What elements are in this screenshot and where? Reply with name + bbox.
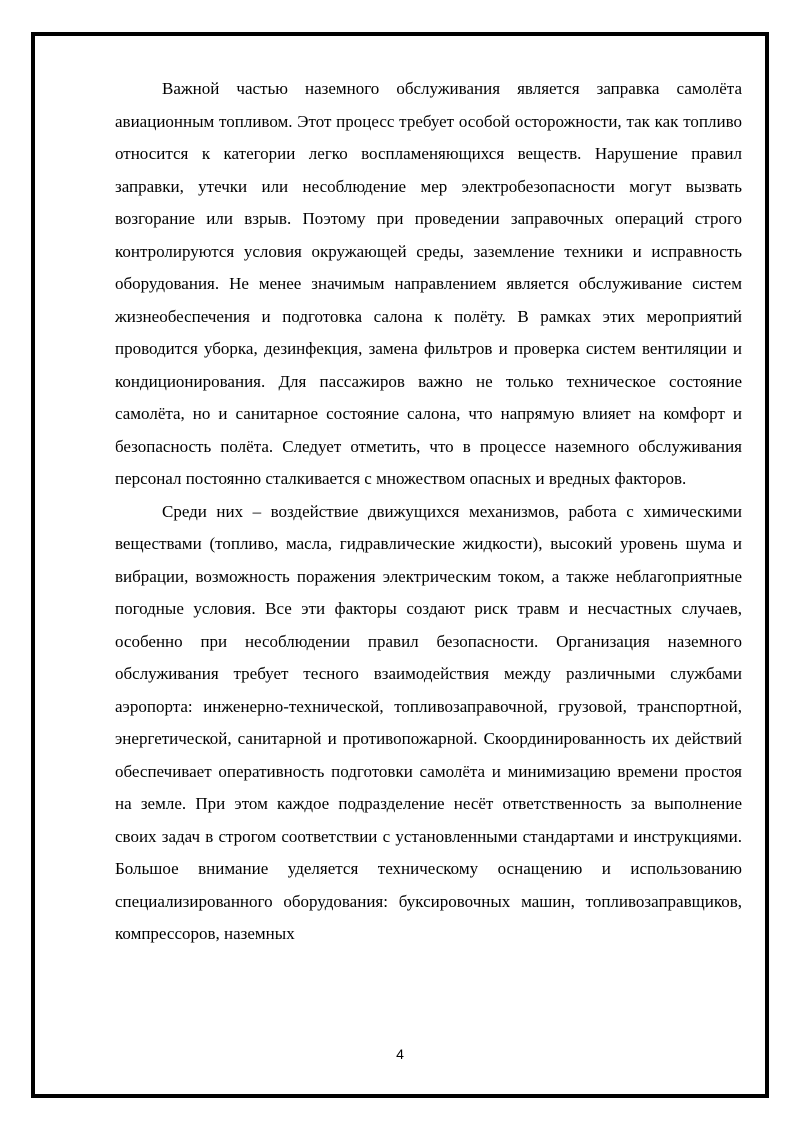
body-text xyxy=(115,73,742,951)
page-number: 4 xyxy=(396,1046,404,1062)
paragraph-2: Среди них – воздействие движущихся механизмов, работа с химическими веществами (топливо, масла, гидравлические жидкости), высокий уровень шума и вибрации, возможность поражения электрическим током, а также неблагоприятные погодные условия. Все эти факторы создают риск травм и несчастных случаев, особенно при несоблюдении правил безопасности. Организация наземного обслуживания требует тесного взаимодействия между различными службами аэропорта: инженерно-технической, топливозаправочной, грузовой, транспортной, энергетической, санитарной и противопожарной. Скоординированность их действий обеспечивает оперативность подготовки самолёта и минимизацию времени простоя на земле. При этом каждое подразделение несёт ответственность за выполнение своих задач в строгом соответствии с установленными стандартами и инструкциями. Большое внимание уделяется техническому оснащению и использованию специализированного оборудования: буксировочных машин, топливозаправщиков, компрессоров, наземных xyxy=(115,501,742,943)
paragraph-1: Важной частью наземного обслуживания является заправка самолёта авиационным топливом. Этот процесс требует особой осторожности, так как топливо относится к категории легко воспламеняющихся веществ. Нарушение правил заправки, утечки или несоблюдение мер электробезопасности могут вызвать возгорание или взрыв. Поэтому при проведении заправочных операций строго контролируются условия окружающей среды, заземление техники и исправность оборудования. Не менее значимым направлением является обслуживание систем жизнеобеспечения и подготовка салона к полёту. В рамках этих мероприятий проводится уборка, дезинфекция, замена фильтров и проверка систем вентиляции и кондиционирования. Для пассажиров важно не только техническое состояние самолёта, но и санитарное состояние салона, что напрямую влияет на комфорт и безопасность полёта. Следует отметить, что в процессе наземного обслуживания персонал постоянно сталкивается с множеством опасных и вредных факторов. xyxy=(115,79,742,488)
